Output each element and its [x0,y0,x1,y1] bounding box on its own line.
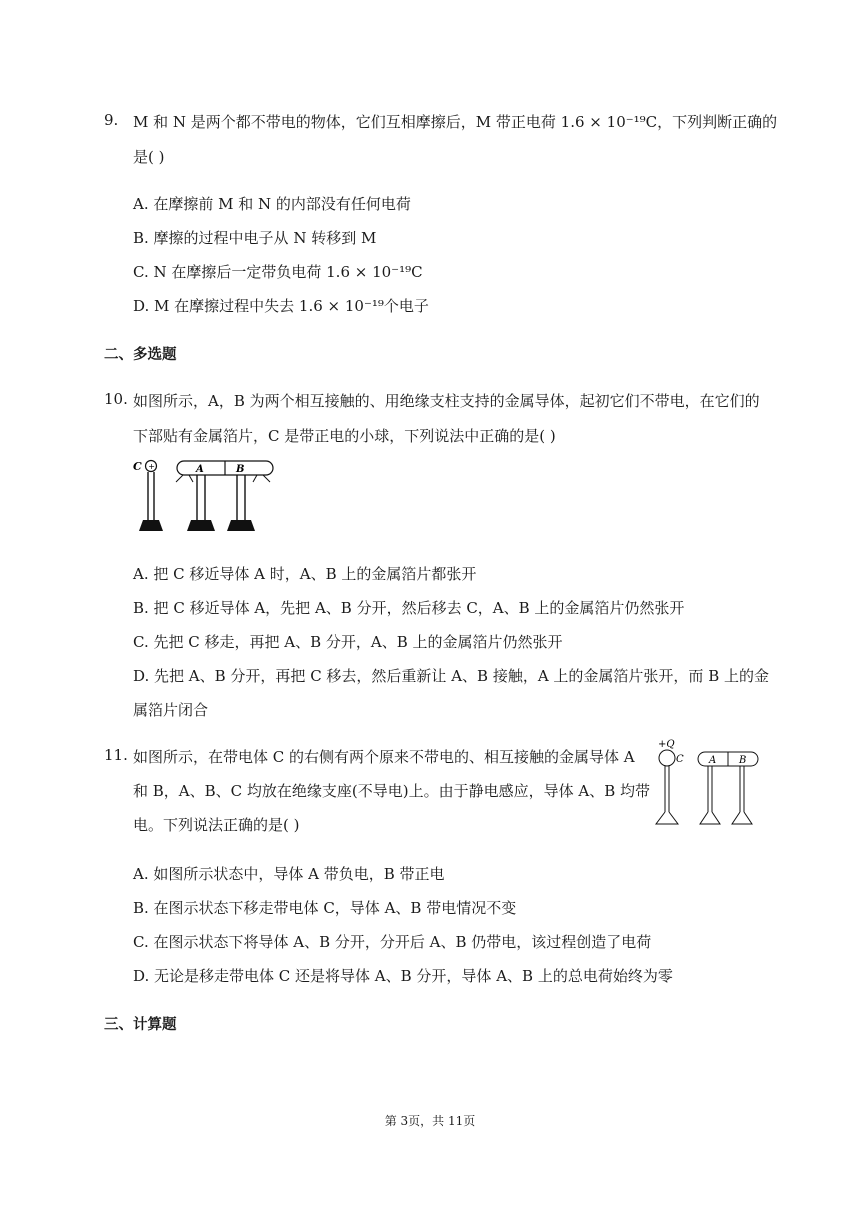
figure-label-b: B [739,755,747,766]
option-d: D. 先把 A、B 分开，再把 C 移去，然后重新让 A、B 接触，A 上的金属箔片张开，而 B 上的金 [133,667,769,685]
question-stem: 如图所示，A，B 为两个相互接触的、用绝缘支柱支持的金属导体，起初它们不带电，在它们的 [133,392,760,410]
option-a: A. 把 C 移近导体 A 时，A、B 上的金属箔片都张开 [133,565,477,583]
question-number: 11. [104,746,128,764]
option-c: C. N 在摩擦后一定带负电荷 1.6 × 10⁻¹⁹C [133,263,423,281]
question-number: 9. [104,111,119,129]
option-a: A. 在摩擦前 M 和 N 的内部没有任何电荷 [133,195,411,213]
option-b: B. 在图示状态下移走带电体 C，导体 A、B 带电情况不变 [133,899,517,917]
question-stem: 和 B，A、B、C 均放在绝缘支座(不导电)上。由于静电感应，导体 A、B 均带 [133,782,650,800]
question-stem: 电。下列说法正确的是( ) [133,816,300,834]
figure-label-a: A [196,464,204,475]
figure-label-c: C [133,460,142,473]
section-heading: 二、多选题 [104,347,177,363]
electrostatic-figure-2 [654,736,760,828]
figure-label-a: A [709,755,717,766]
figure-label-b: B [236,464,245,475]
question-stem: M 和 N 是两个都不带电的物体，它们互相摩擦后，M 带正电荷 1.6 × 10⁻¹⁹C，下列判断正确的 [133,113,778,131]
option-c: C. 在图示状态下将导体 A、B 分开，分开后 A、B 仍带电，该过程创造了电荷 [133,933,652,951]
option-a: A. 如图所示状态中，导体 A 带负电，B 带正电 [133,865,445,883]
option-d: D. 无论是移走带电体 C 还是将导体 A、B 分开，导体 A、B 上的总电荷始终为零 [133,967,673,985]
question-stem: 如图所示，在带电体 C 的右侧有两个原来不带电的、相互接触的金属导体 A [133,748,635,766]
option-b: B. 把 C 移近导体 A，先把 A、B 分开，然后移去 C，A、B 上的金属箔片仍然张开 [133,599,685,617]
option-d: D. M 在摩擦过程中失去 1.6 × 10⁻¹⁹个电子 [133,297,429,315]
option-c: C. 先把 C 移走，再把 A、B 分开，A、B 上的金属箔片仍然张开 [133,633,563,651]
section-heading: 三、计算题 [104,1017,177,1033]
figure-label-c: C [676,754,684,765]
page-footer: 第 3页，共 11页 [384,1114,476,1128]
question-stem: 下部贴有金属箔片，C 是带正电的小球，下列说法中正确的是( ) [133,427,556,445]
electrostatic-figure-1 [133,458,273,534]
option-d-continued: 属箔片闭合 [133,701,209,719]
question-stem: 是( ) [133,148,165,166]
svg-text:+: + [148,462,156,471]
figure-label-q: +Q [658,739,675,750]
option-b: B. 摩擦的过程中电子从 N 转移到 M [133,229,377,247]
question-number: 10. [104,390,128,408]
